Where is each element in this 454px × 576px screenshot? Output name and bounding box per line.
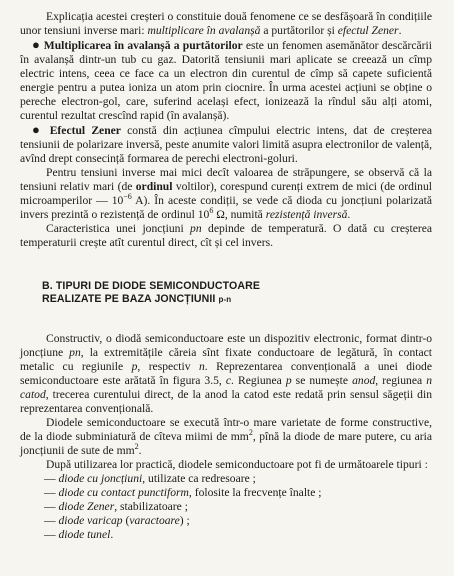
text-run: p bbox=[131, 360, 138, 373]
paragraph-diode-types-intro bbox=[20, 458, 432, 472]
section-heading-line-2 bbox=[42, 293, 432, 306]
text-run: multiplicare în avalanșă bbox=[147, 24, 261, 37]
bullet-icon: ● bbox=[32, 37, 44, 52]
text-run: — bbox=[44, 472, 59, 485]
section-heading-line-1: B. TIPURI DE DIODE SEMICONDUCTOARE bbox=[42, 280, 261, 292]
section-heading-line-2-text: REALIZATE PE BAZA JONCȚIUNII bbox=[42, 293, 216, 305]
text-run: , la extremitățile căreia sînt fixate conductoare de legătură, în contact metalic cu regiunile bbox=[20, 346, 432, 373]
text-run: Constructiv, o diodă semiconductoare este un dispozitiv electronic, format dintr-o joncțiune bbox=[20, 332, 432, 359]
text-run: anod bbox=[352, 374, 376, 387]
text-run: După utilizarea lor practică, diodele semiconductoare pot fi de următoarele tipuri : bbox=[46, 458, 428, 471]
list-item bbox=[44, 486, 432, 500]
text-run: Multiplicarea în avalanșă a purtătorilor bbox=[43, 39, 243, 52]
text-run: , trecerea curentului direct, de la anod la catod este redată prin sensul săgeții din reprezentarea convențională. bbox=[20, 388, 432, 415]
text-run: Efectul Zener bbox=[49, 124, 121, 137]
text-run: 6 bbox=[209, 206, 214, 216]
text-run: se numește bbox=[291, 374, 353, 387]
text-run: diode Zener bbox=[58, 500, 115, 513]
text-run: — bbox=[44, 528, 59, 541]
paragraph-construction bbox=[20, 332, 432, 416]
text-run: este un fenomen asemănător descărcării în avalanșă dintr-un tub cu gaz. Datorită tensiunii mari aplicate se creează un cîmp electric intens, ceea ce face ca un electron din curentul de cîmp să capete suficientă energie pentru a putea ioniza un atom prin ciocnire. În urma acestei acțiuni se obține o pereche electron-gol, care, suferind același efect, ionizează la rîndul său alți atomi, curentul rezultat crescînd rapid (în avalanșă). bbox=[20, 39, 432, 122]
paragraph-avalanche-multiplication bbox=[20, 38, 432, 123]
list-item bbox=[44, 472, 432, 486]
text-run: . bbox=[398, 24, 402, 37]
text-run: rezistență inversă bbox=[265, 208, 348, 221]
list-item bbox=[44, 528, 432, 542]
text-run: a purtătorilor și bbox=[260, 24, 338, 37]
text-run: c bbox=[225, 374, 232, 387]
text-run: . Reprezentarea convențională a unei diode semiconductoare este arătată în figura 3.5, bbox=[20, 360, 432, 387]
text-run: pn bbox=[69, 346, 81, 359]
text-run: diode tunel bbox=[58, 528, 111, 541]
list-item bbox=[44, 514, 432, 528]
text-run: , folosite la frecvențe înalte ; bbox=[188, 486, 322, 499]
bullet-icon: ● bbox=[32, 122, 50, 137]
text-run: A). În aceste condiții, se vede că dioda cu joncțiuni polarizată invers prezintă o rezistență de ordinul 10 bbox=[20, 194, 432, 221]
text-run: ordinul bbox=[135, 180, 173, 193]
paragraph-avalanche-zener-intro bbox=[20, 10, 432, 38]
text-run: ) ; bbox=[179, 514, 190, 527]
diode-types-list bbox=[20, 472, 432, 542]
text-run: Diodele semiconductoare se execută într-o mare varietate de forme constructive, de la diode subminiatură de cîteva miimi de mm bbox=[20, 416, 432, 443]
text-run: , respectiv bbox=[137, 360, 199, 373]
text-run: . bbox=[138, 444, 142, 457]
text-run: voltilor), corespund curenți extrem de mici (de ordinul microamperilor — 10 bbox=[20, 180, 432, 207]
text-run: p bbox=[285, 374, 292, 387]
text-run: — bbox=[44, 514, 59, 527]
text-run: , regiunea bbox=[375, 374, 427, 387]
text-run: varactoare bbox=[129, 514, 180, 527]
paragraph-temperature bbox=[20, 222, 432, 250]
text-run: . bbox=[347, 208, 351, 221]
paragraph-construction-forms bbox=[20, 416, 432, 458]
text-run: Caracteristica unei joncțiuni bbox=[46, 222, 191, 235]
text-run: , pînă la diode de mare putere, cu aria joncțiunii de sute de mm bbox=[20, 430, 432, 457]
paragraph-reverse-resistance bbox=[20, 166, 432, 222]
text-run: 2 bbox=[134, 442, 139, 452]
text-run: , utilizate ca redresoare ; bbox=[142, 472, 256, 485]
list-item bbox=[44, 500, 432, 514]
text-run: diode varicap bbox=[58, 514, 123, 527]
text-run: n bbox=[426, 374, 432, 387]
paragraph-zener-effect bbox=[20, 123, 432, 166]
text-run: −6 bbox=[123, 192, 132, 202]
section-heading bbox=[42, 280, 432, 306]
text-run: efectul Zener bbox=[337, 24, 399, 37]
text-run: diode cu joncțiuni bbox=[58, 472, 143, 485]
text-run: catod bbox=[20, 388, 46, 401]
text-run: diode cu contact punctiform bbox=[58, 486, 189, 499]
text-run: Ω, numită bbox=[213, 208, 266, 221]
text-run: 2 bbox=[248, 428, 253, 438]
text-run: depinde de temperatură. O dată cu creșterea temperaturii crește atît curentul direct, cît și cel invers. bbox=[20, 222, 432, 249]
text-run: Pentru tensiuni inverse mai mici decît valoarea de străpungere, se observă că la tensiuni relativ mari (de bbox=[20, 166, 432, 193]
text-run: n bbox=[198, 360, 205, 373]
text-run: Explicația acestei creșteri o constituie două fenomene ce se desfășoară în condițiile unor tensiuni inverse mari: bbox=[20, 10, 432, 37]
text-run: . Regiunea bbox=[231, 374, 286, 387]
section-heading-pn: p-n bbox=[218, 295, 232, 304]
text-run: — bbox=[44, 486, 59, 499]
text-run: constă din acțiunea cîmpului electric intens, dat de creșterea tensiunii de polarizare inversă, peste anumite valori limită asupra electronilor de valență, avînd drept consecință formarea de perechi electroni-goluri. bbox=[20, 124, 432, 165]
text-run: ( bbox=[122, 514, 130, 527]
text-run: . bbox=[110, 528, 114, 541]
text-run: — bbox=[44, 500, 59, 513]
text-run: , stabilizatoare ; bbox=[114, 500, 188, 513]
text-run: pn bbox=[190, 222, 202, 235]
